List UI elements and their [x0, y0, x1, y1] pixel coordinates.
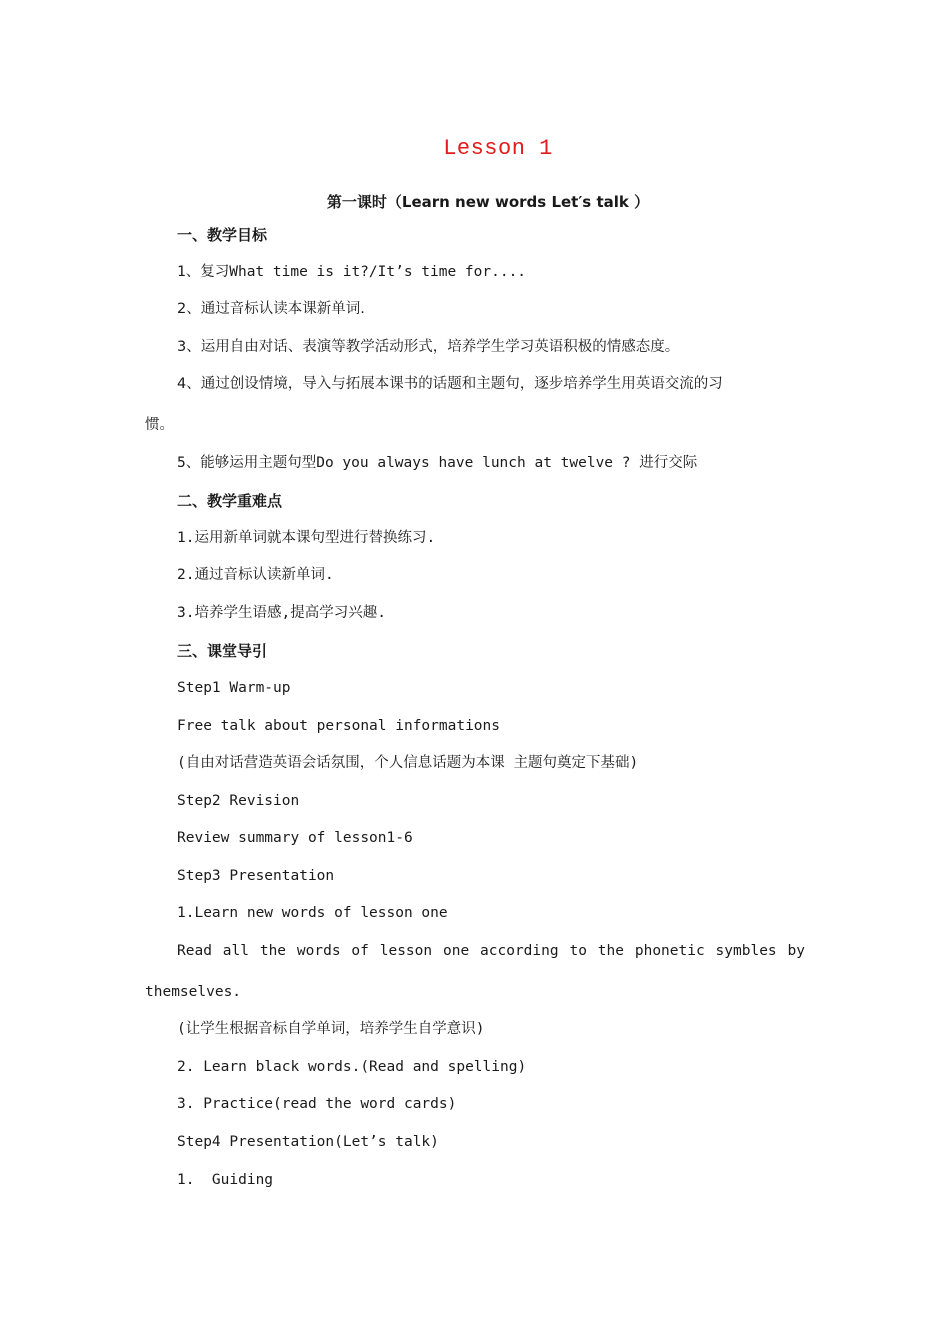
key-point-item-2: 2.通过音标认读新单词.	[177, 567, 334, 583]
step4-item-1: 1. Guiding	[177, 1172, 274, 1188]
step3-item-3: 3. Practice(read the word cards)	[177, 1096, 457, 1112]
key-point-item-1: 1.运用新单词就本课句型进行替换练习.	[177, 530, 436, 546]
step3-item-2: 2. Learn black words.(Read and spelling)	[177, 1059, 527, 1075]
step2-text: Review summary of lesson1-6	[177, 830, 413, 846]
step3-heading: Step3 Presentation	[177, 868, 335, 884]
step3-item-1-detail: Read all the words of lesson one according to the phonetic symbles by	[177, 943, 805, 959]
objective-item-1: 1、复习What time is it?/It’s time for....	[177, 264, 527, 280]
objective-item-2: 2、通过音标认读本课新单词.	[177, 301, 365, 317]
step2-heading: Step2 Revision	[177, 793, 300, 809]
key-point-item-3: 3.培养学生语感,提高学习兴趣.	[177, 605, 386, 621]
objective-item-4: 4、通过创设情境，导入与拓展本课书的话题和主题句，逐步培养学生用英语交流的习	[177, 376, 723, 392]
objective-item-5: 5、能够运用主题句型Do you always have lunch at twelve ? 进行交际	[177, 455, 698, 471]
step1-heading: Step1 Warm-up	[177, 680, 291, 696]
section-heading-key-points: 二、教学重难点	[177, 492, 283, 510]
step1-text: Free talk about personal informations	[177, 718, 501, 734]
section-heading-classroom-guide: 三、课堂导引	[177, 642, 268, 660]
document-title: Lesson 1	[443, 136, 553, 161]
objective-item-4-continued: 惯。	[145, 417, 174, 433]
step3-item-1: 1.Learn new words of lesson one	[177, 905, 448, 921]
section-heading-objectives: 一、教学目标	[177, 226, 268, 244]
step1-note: (自由对话营造英语会话氛围，个人信息话题为本课 主题句奠定下基础)	[177, 755, 639, 771]
step4-heading: Step4 Presentation(Let’s talk)	[177, 1134, 439, 1150]
lesson-subtitle: 第一课时（Learn new words Let′s talk ）	[326, 193, 650, 211]
step3-item-1-detail-continued: themselves.	[145, 984, 242, 1000]
step3-note: (让学生根据音标自学单词，培养学生自学意识)	[177, 1021, 485, 1037]
objective-item-3: 3、运用自由对话、表演等教学活动形式，培养学生学习英语积极的情感态度。	[177, 339, 680, 355]
